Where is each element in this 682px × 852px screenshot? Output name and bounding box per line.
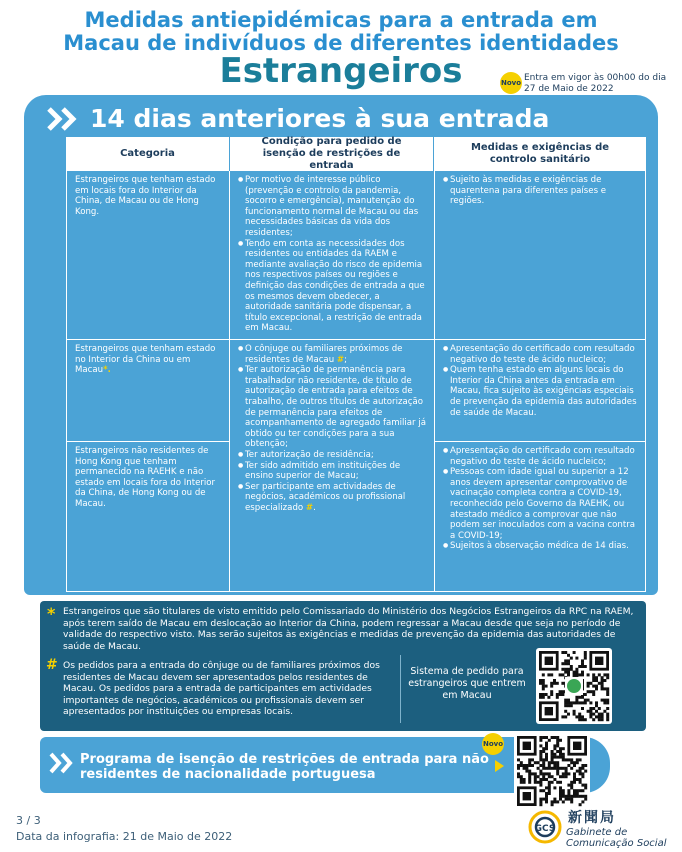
section-title: 14 dias anteriores à sua entrada: [90, 104, 550, 133]
row2-category: [66, 340, 230, 442]
org-name-line-1: Gabinete de: [566, 827, 628, 838]
page-title: Estrangeiros: [219, 51, 463, 91]
page-number: 3 / 3: [16, 814, 41, 827]
shared-conditions: [230, 340, 435, 592]
infographic-date: Data da infografia: 21 de Maio de 2022: [16, 830, 233, 843]
row1-measures: [434, 171, 646, 340]
program-title: Programa de isenção de restrições de entrada para não residentes de nacionalidade portuguesa: [80, 752, 489, 782]
new-badge: Novo: [500, 72, 522, 94]
qr-code-icon: [514, 733, 590, 809]
measures-table: [66, 137, 646, 592]
header-line-2: Macau de indivíduos de diferentes identidades: [63, 31, 619, 55]
gcs-logo-icon: [527, 809, 563, 845]
effective-date: [524, 73, 674, 95]
column-header-category: Categoria: [66, 137, 230, 171]
org-name-chinese: 新聞局: [568, 810, 616, 826]
row3-category: [66, 442, 230, 592]
effective-line-1: Entra em vigor às 00h00 do dia: [524, 73, 667, 83]
asterisk-note: Estrangeiros que são titulares de visto emitido pelo Comissariado do Ministério dos Negócios Estrangeiros da RPC na RAEM, após terem saído de Macau em deslocação ao Interior da China, podem regressar a Macau desde que seja no período de validade do respectivo visto. Mas serão sujeitos às exigências e medidas de prevenção da epidemia das autoridades de saúde de Macau.: [63, 606, 634, 652]
condition-text: Ter sido admitido em instituições de ensino superior de Macau;: [245, 460, 401, 482]
row1-conditions: [230, 171, 435, 340]
double-chevron-icon: [46, 107, 80, 131]
row2-measures: [434, 340, 646, 442]
double-chevron-icon: [48, 752, 74, 774]
list-item: ● Quem tenha estado em alguns locais do Interior da China antes da entrada em Macau, fica sujeito às exigências especiais de prevenção da epidemia das autoridades de saúde de Macau.: [443, 365, 639, 418]
list-item: ● Apresentação do certificado com resultado negativo do teste de ácido nucleico;: [443, 446, 639, 467]
asterisk-symbol: *: [47, 604, 56, 623]
list-item: [238, 450, 428, 461]
org-name-portuguese: [566, 827, 667, 849]
row1-category: [66, 171, 230, 340]
row3-category-text: Estrangeiros não residentes de Hong Kong que tenham permanecido na RAEHK e não estado em locais fora do Interior da China, de Hong Kong ou de Macau.: [75, 446, 216, 509]
condition-text: Ter autorização de permanência para trabalhador não residente, de título de autorização de entrada para efeitos de trabalho, de outros títulos de autorização de permanência para efeitos de acompanhamento de agregado familiar já obtido ou ter condições para a sua obtenção;: [245, 365, 426, 450]
header-line-1: Medidas antiepidémicas para a entrada em: [84, 8, 598, 32]
list-item: [238, 482, 428, 514]
column-header-measures: Medidas e exigências de controlo sanitário: [434, 137, 646, 171]
qr-code-icon: [536, 648, 612, 724]
system-qr-code[interactable]: [536, 648, 612, 724]
arrow-right-icon: [495, 760, 504, 772]
list-item: ● Tendo em conta as necessidades dos residentes ou entidades da RAEM e mediante avaliação do risco de epidemia nos respectivos países ou regiões e definição das condições de entrada a que os mesmos devem obedecer, a autoridade sanitária pode dispensar, a título excepcional, a restrição de entrada em Macau.: [238, 239, 428, 334]
system-link-label: Sistema de pedido para estrangeiros que entrem em Macau: [408, 666, 526, 701]
condition-text: Ser participante em actividades de negócios, académicos ou profissional especializado: [245, 481, 406, 513]
row1-category-text: Estrangeiros que tenham estado em locais fora do Interior da China, de Macau ou de Hong Kong.: [75, 175, 216, 217]
divider: [400, 655, 401, 723]
list-item: ● Sujeito às medidas e exigências de quarentena para diferentes países e regiões.: [443, 175, 639, 207]
list-item: [238, 344, 428, 365]
new-badge: Novo: [482, 733, 504, 755]
effective-line-2: 27 de Maio de 2022: [524, 84, 614, 94]
list-item: ● Pessoas com idade igual ou superior a 12 anos devem apresentar comprovativo de vacinação completa contra a COVID-19, reconhecido pelo Governo da RAEHK, ou atestado médico a comprovar que não podem ser inoculados com a vacina contra a COVID-19;: [443, 467, 639, 541]
condition-tail: .: [313, 502, 316, 513]
list-item: [238, 461, 428, 482]
list-item: ● Por motivo de interesse público (prevenção e controlo da pandemia, socorro e emergência), manutenção do funcionamento normal de Macau ou das necessidades básicas da vida dos residentes;: [238, 175, 428, 239]
row3-measures: [434, 442, 646, 592]
asterisk-mark: *.: [103, 365, 111, 376]
list-item: [238, 365, 428, 450]
hash-mark: #: [305, 502, 314, 513]
list-item: ● Apresentação do certificado com resultado negativo do teste de ácido nucleico;: [443, 344, 639, 365]
hash-mark: #: [336, 354, 345, 365]
condition-text: O cônjuge ou familiares próximos de residentes de Macau: [245, 344, 403, 365]
program-qr-code[interactable]: [514, 733, 590, 809]
svg-text:GCS: GCS: [534, 824, 556, 834]
org-name-line-2: Comunicação Social: [566, 838, 667, 849]
hash-note: Os pedidos para a entrada do cônjuge ou de familiares próximos dos residentes de Macau devem ser apresentados pelos residentes de Macau. Os pedidos para a entrada de participantes em actividades importantes de negócios, académicos ou profissionais devem ser apresentados por instituições ou empresas locais.: [63, 660, 380, 717]
condition-text: Ter autorização de residência;: [245, 449, 374, 460]
condition-tail: ;: [344, 354, 347, 365]
row2-category-text: Estrangeiros que tenham estado no Interior da China ou em Macau: [75, 344, 216, 376]
list-item: ● Sujeitos à observação médica de 14 dias.: [443, 541, 639, 552]
column-header-condition: Condição para pedido de isenção de restrições de entrada: [230, 137, 434, 171]
hash-symbol: #: [46, 657, 58, 673]
